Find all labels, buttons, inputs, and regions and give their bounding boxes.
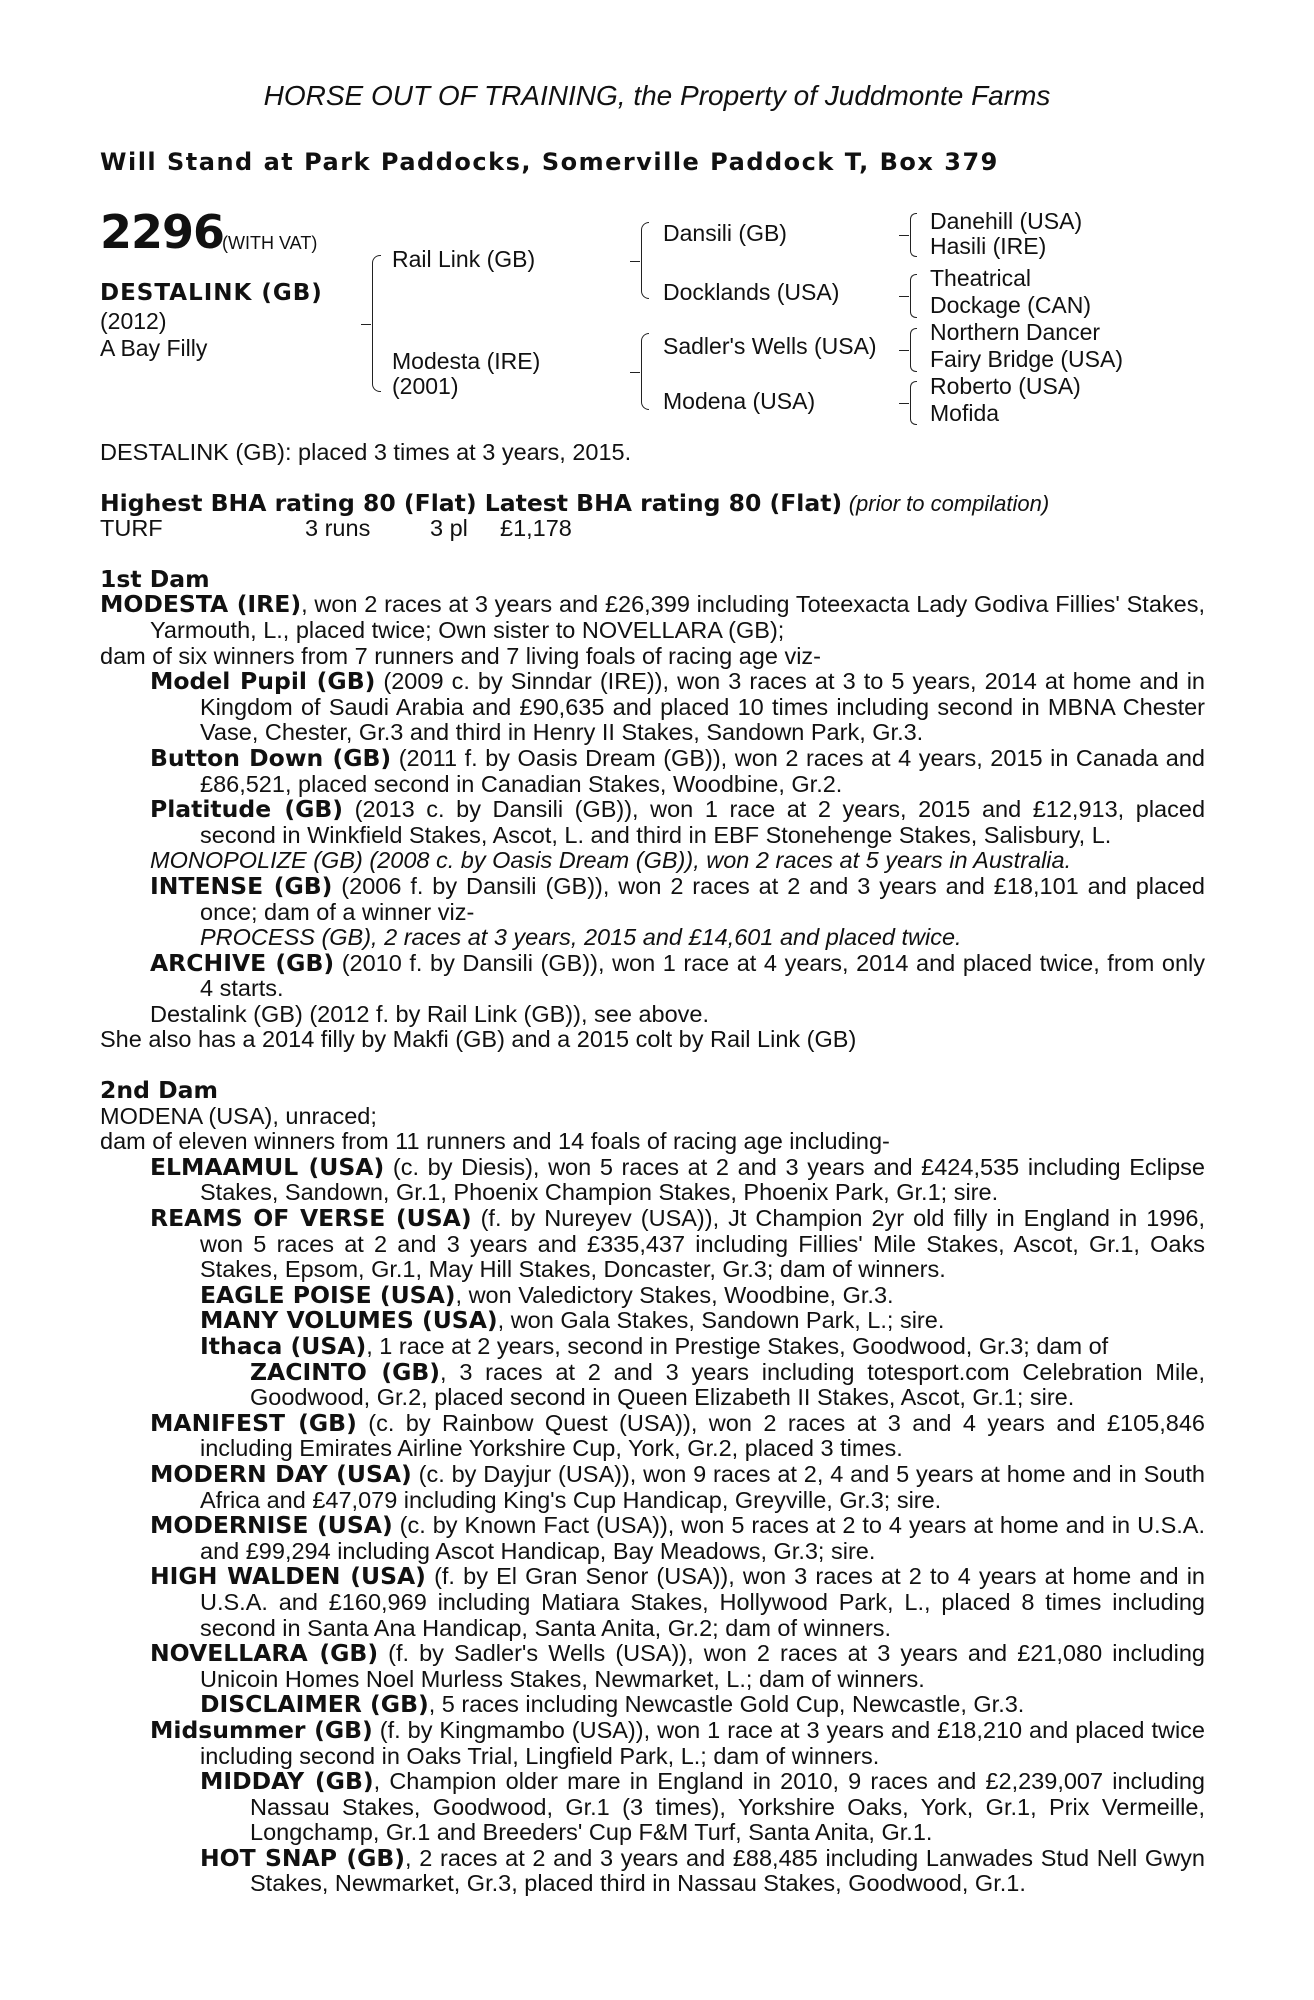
produce-entry: Destalink (GB) (2012 f. by Rail Link (GB)), see above. [150,1000,709,1027]
placed-summary: DESTALINK (GB): placed 3 times at 3 years, 2015. [100,439,632,465]
horse-name-emphasis: MODERNISE (USA) [150,1511,393,1540]
horse-name-emphasis: MANIFEST (GB) [150,1408,357,1437]
horse-name-emphasis: REAMS OF VERSE (USA) [150,1204,472,1233]
produce-entry: MODERN DAY (USA) (c. by Dayjur (USA)), won 9 races at 2, 4 and 5 years at home and in South Africa and £47,079 including King's Cup Handicap, Greyville, Gr.3; sire. [150,1459,1205,1513]
vat-note: (WITH VAT) [222,233,318,253]
horse-name-emphasis: ELMAAMUL (USA) [150,1152,385,1181]
horse-name-emphasis: MODERN DAY (USA) [150,1459,412,1488]
horse-name-emphasis: ARCHIVE (GB) [150,948,335,977]
pedigree-sire: Rail Link (GB) [392,246,536,272]
pedigree-g3: Theatrical [930,265,1031,291]
grandproduce-entry: EAGLE POISE (USA), won Valedictory Stakes, Woodbine, Gr.3. [200,1280,894,1309]
pedigree-g4: Dockage (CAN) [930,292,1092,318]
turf-placed: 3 pl [430,515,468,542]
second-dam-produce-intro: dam of eleven winners from 11 runners and 14 foals of racing age including- [100,1128,890,1155]
grandproduce-entry: DISCLAIMER (GB), 5 races including Newcastle Gold Cup, Newcastle, Gr.3. [200,1690,1025,1719]
dam-entry: MODESTA (IRE), won 2 races at 3 years and £26,399 including Toteexacta Lady Godiva Fillies' Stakes, Yarmouth, L., placed twice; Own sister to NOVELLARA (GB); [100,590,1205,643]
produce-entry: INTENSE (GB) (2006 f. by Dansili (GB)), won 2 races at 2 and 3 years and £18,101 and placed once; dam of a winner viz- [150,871,1205,925]
horse-name-emphasis: Midsummer (GB) [150,1715,373,1744]
horse-name-emphasis: MANY VOLUMES (USA) [200,1306,498,1335]
horse-name-emphasis: Platitude (GB) [150,795,344,824]
grandproduce-entry: PROCESS (GB), 2 races at 3 years, 2015 and £14,601 and placed twice. [200,924,962,951]
horse-name: DESTALINK (GB) [100,280,323,306]
bracket-sire-dam [372,255,381,392]
page-title: HORSE OUT OF TRAINING, the Property of Juddmonte Farms [263,80,1051,111]
rating-note: (prior to compilation) [848,490,1050,516]
horse-name-emphasis: ZACINTO (GB) [250,1357,441,1386]
turf-earnings: £1,178 [500,515,572,542]
bracket-g2 [910,274,917,318]
horse-description: A Bay Filly [100,335,208,361]
produce-entry: MONOPOLIZE (GB) (2008 c. by Oasis Dream (GB)), won 2 races at 5 years in Australia. [150,847,1072,874]
dam-produce-intro: dam of six winners from 7 runners and 7 living foals of racing age viz- [100,642,821,669]
second-dam-heading: 2nd Dam [100,1076,218,1105]
produce-entry: Button Down (GB) (2011 f. by Oasis Dream (GB)), won 2 races at 4 years, 2015 in Canada and £86,521, placed second in Canadian Stakes, Woodbine, Gr.2. [150,743,1205,797]
pedigree-dam-dam: Modena (USA) [663,388,816,414]
first-dam-heading: 1st Dam [100,564,210,593]
produce-entry: MANIFEST (GB) (c. by Rainbow Quest (USA)), won 2 races at 3 and 4 years and £105,846 including Emirates Airline Yorkshire Cup, York, Gr.2, placed 3 times. [150,1408,1205,1462]
great-grandproduce-entry: ZACINTO (GB), 3 races at 2 and 3 years including totesport.com Celebration Mile, Goodwood, Gr.2, placed second in Queen Elizabeth II Stakes, Ascot, Gr.1; sire. [250,1357,1205,1411]
horse-name-emphasis: EAGLE POISE (USA) [200,1280,456,1309]
produce-entry: ARCHIVE (GB) (2010 f. by Dansili (GB)), won 1 race at 4 years, 2014 and placed twice, from only 4 starts. [150,948,1205,1002]
horse-name-emphasis: HIGH WALDEN (USA) [150,1562,426,1591]
bracket-g1 [910,213,917,257]
pedigree-g5: Northern Dancer [930,319,1101,345]
produce-entry: Midsummer (GB) (f. by Kingmambo (USA)), won 1 race at 3 years and £18,210 and placed twice including second in Oaks Trial, Lingfield Park, L.; dam of winners. [150,1715,1206,1769]
horse-name-emphasis: Model Pupil (GB) [150,667,376,696]
pedigree-g8: Mofida [930,400,1000,426]
horse-year: (2012) [100,308,167,334]
horse-name-emphasis: MODESTA (IRE) [100,590,302,619]
produce-entry: Model Pupil (GB) (2009 c. by Sinndar (IRE)), won 3 races at 3 to 5 years, 2014 at home and in Kingdom of Saudi Arabia and £90,635 and placed 10 times including second in MBNA Chester Vase, Chester, Gr.3 and third in Henry II Stakes, Sandown Park, Gr.3. [150,667,1205,746]
grandproduce-entry: HOT SNAP (GB), 2 races at 2 and 3 years and £88,485 including Lanwades Stud Nell Gwyn Stakes, Newmarket, Gr.3, placed third in Nassau Stakes, Goodwood, Gr.1. [200,1843,1205,1897]
stabling-location: Will Stand at Park Paddocks, Somerville Paddock T, Box 379 [100,148,999,176]
grandproduce-entry: Ithaca (USA), 1 race at 2 years, second in Prestige Stakes, Goodwood, Gr.3; dam of [200,1332,1109,1360]
produce-entry: ELMAAMUL (USA) (c. by Diesis), won 5 races at 2 and 3 years and £424,535 including Eclipse Stakes, Sandown, Gr.1, Phoenix Champion Stakes, Phoenix Park, Gr.1; sire. [150,1152,1205,1206]
bracket-sire-parents [641,222,649,299]
pedigree-dam-year: (2001) [392,373,459,399]
pedigree-g7: Roberto (USA) [930,373,1081,399]
second-dam-entry: MODENA (USA), unraced; [100,1102,377,1129]
produce-entry: Platitude (GB) (2013 c. by Dansili (GB)), won 1 race at 2 years, 2015 and £12,913, placed second in Winkfield Stakes, Ascot, L. and third in EBF Stonehenge Stakes, Salisbury, L. [150,795,1206,848]
grandproduce-entry: MANY VOLUMES (USA), won Gala Stakes, Sandown Park, L.; sire. [200,1306,945,1335]
produce-entry: HIGH WALDEN (USA) (f. by El Gran Senor (USA)), won 3 races at 2 to 4 years at home and in U.S.A. and £160,969 including Matiara Stakes, Hollywood Park, L., placed 8 times including second in Santa Ana Handicap, Santa Anita, Gr.2; dam of winners. [150,1562,1205,1641]
turf-record [100,516,1205,542]
horse-name-emphasis: DISCLAIMER (GB) [200,1690,429,1719]
bracket-g4 [910,381,917,425]
horse-name-emphasis: Ithaca (USA) [200,1332,367,1360]
horse-name-emphasis: INTENSE (GB) [150,871,333,900]
dam-other-foals: She also has a 2014 filly by Makfi (GB) and a 2015 colt by Rail Link (GB) [100,1026,857,1053]
lot-number: 2296 [100,205,225,259]
pedigree-g1: Danehill (USA) [930,208,1083,234]
pedigree-sire-sire: Dansili (GB) [663,220,787,246]
catalogue-body [100,440,1205,1897]
bracket-dam-parents [641,333,649,410]
pedigree-g6: Fairy Bridge (USA) [930,346,1123,372]
pedigree-dam: Modesta (IRE) [392,348,541,374]
rating-line [100,488,1205,517]
pedigree-sire-dam: Docklands (USA) [663,279,840,305]
turf-runs: 3 runs [305,515,371,542]
produce-entry: MODERNISE (USA) (c. by Known Fact (USA)), won 5 races at 2 to 4 years at home and in U.S.A. and £99,294 including Ascot Handicap, Bay Meadows, Gr.3; sire. [150,1511,1205,1564]
rating-text: Highest BHA rating 80 (Flat) Latest BHA rating 80 (Flat) [100,488,843,517]
horse-name-emphasis: MIDDAY (GB) [200,1767,374,1796]
bracket-g3 [910,328,917,372]
pedigree-g2: Hasili (IRE) [930,233,1047,259]
produce-entry: NOVELLARA (GB) (f. by Sadler's Wells (USA)), won 2 races at 3 years and £21,080 including Unicoin Homes Noel Murless Stakes, Newmarket, L.; dam of winners. [150,1639,1205,1692]
grandproduce-entry: MIDDAY (GB), Champion older mare in England in 2010, 9 races and £2,239,007 including Nassau Stakes, Goodwood, Gr.1 (3 times), Yorkshire Oaks, York, Gr.1, Prix Vermeille, Longchamp, Gr.1 and Breeders' Cup F&M Turf, Santa Anita, Gr.1. [200,1767,1205,1846]
turf-label: TURF [100,515,163,542]
horse-name-emphasis: Button Down (GB) [150,743,392,772]
produce-entry: REAMS OF VERSE (USA) (f. by Nureyev (USA)), Jt Champion 2yr old filly in England in 1996, won 5 races at 2 and 3 years and £335,437 including Fillies' Mile Stakes, Ascot, Gr.1, Oaks Stakes, Epsom, Gr.1, May Hill Stakes, Doncaster, Gr.3; dam of winners. [150,1204,1205,1283]
horse-name-emphasis: HOT SNAP (GB) [200,1843,406,1872]
pedigree-dam-sire: Sadler's Wells (USA) [663,333,877,359]
horse-name-emphasis: NOVELLARA (GB) [150,1639,379,1668]
